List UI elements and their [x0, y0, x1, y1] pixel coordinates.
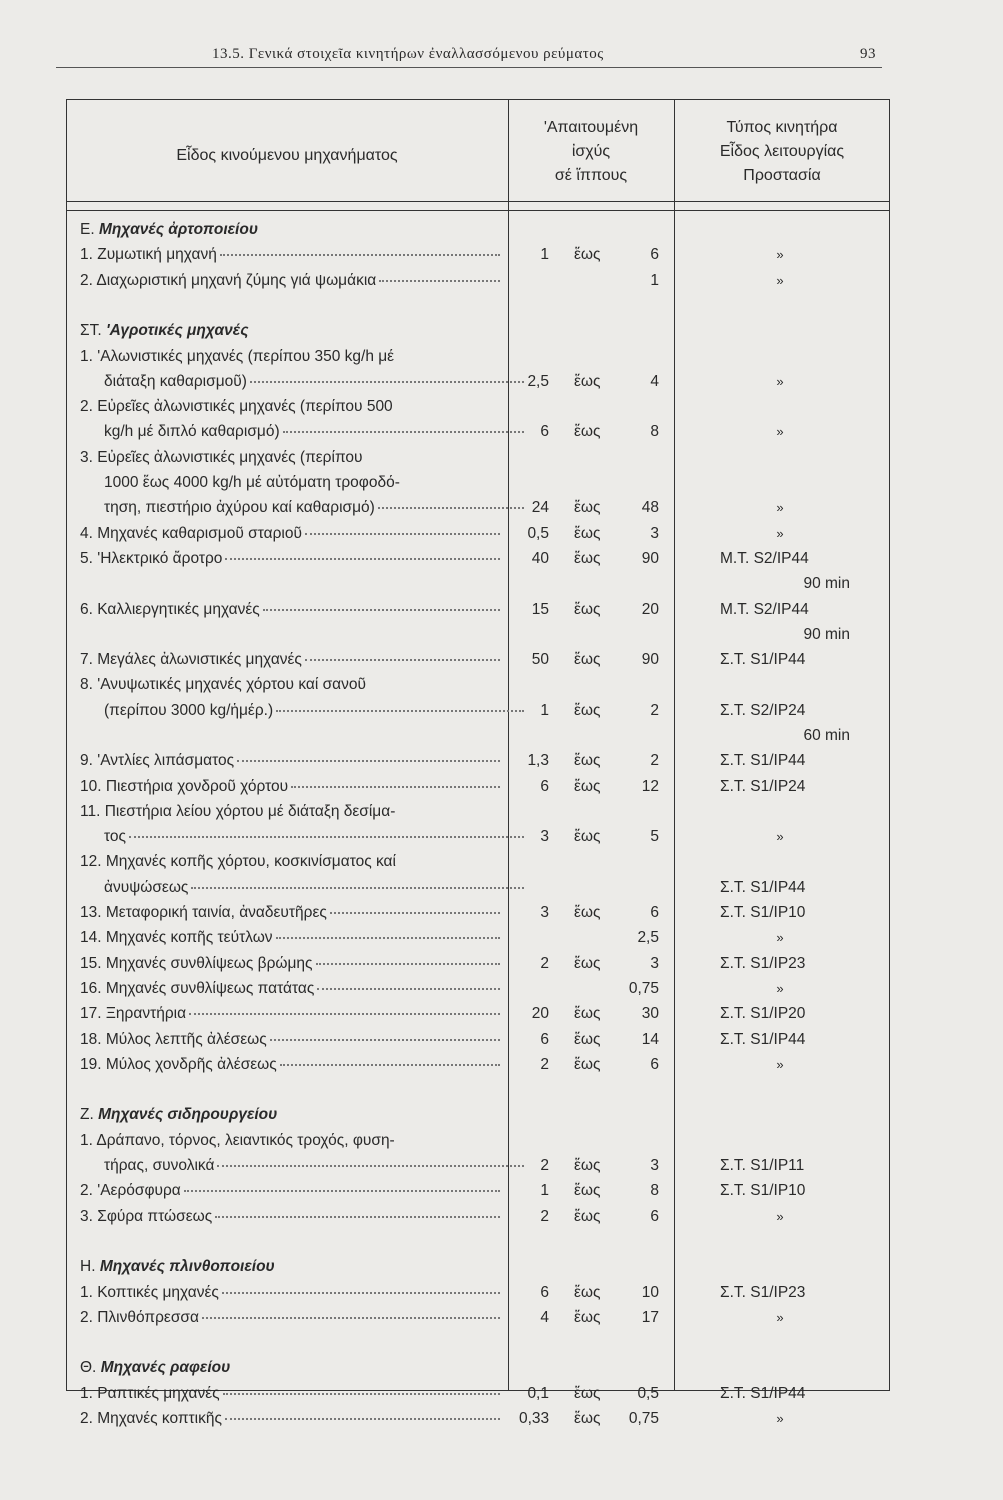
motor-type: Σ.Τ. S1/IP44	[720, 651, 806, 668]
table-row	[0, 521, 1003, 546]
section-letter: Ζ.	[80, 1106, 94, 1123]
table-row	[0, 1153, 1003, 1178]
dot-leader	[237, 748, 500, 762]
item-description: 1. Δράπανο, τόρνος, λειαντικός τροχός, φυση-	[80, 1132, 395, 1149]
power-to-word: ἕως	[574, 1056, 601, 1073]
table-row	[0, 849, 1003, 874]
section-row	[0, 1102, 1003, 1127]
dot-leader	[225, 1406, 500, 1420]
table-row	[0, 723, 1003, 748]
table-row	[0, 951, 1003, 976]
item-label: 6. Καλλιεργητικές μηχανές	[80, 601, 260, 618]
duty-duration: 60 min	[803, 727, 850, 744]
power-to-word: ἕως	[574, 702, 601, 719]
ditto-mark: »	[776, 930, 784, 945]
item-description	[80, 546, 500, 571]
item-label: kg/h μέ διπλό καθαρισμό)	[104, 423, 280, 440]
power-from: 50	[531, 651, 549, 668]
power-from: 6	[540, 778, 549, 795]
item-label: 17. Ξηραντήρια	[80, 1005, 187, 1022]
item-description	[104, 419, 524, 444]
dot-leader	[222, 1280, 500, 1294]
power-to-word: ἕως	[574, 1309, 601, 1326]
motor-type: Σ.Τ. S1/IP20	[720, 1005, 806, 1022]
running-head-title: 13.5. Γενικά στοιχεῖα κινητήρων ἐναλλασσόμενου ρεύματος	[212, 46, 604, 62]
item-description	[80, 1204, 500, 1229]
running-head	[0, 44, 1003, 68]
motor-type: Σ.Τ. S1/IP44	[720, 752, 806, 769]
item-description	[80, 925, 500, 950]
power-to: 12	[641, 778, 659, 795]
table-row	[0, 900, 1003, 925]
section-name: 'Αγροτικές μηχανές	[105, 322, 249, 339]
power-to-word: ἕως	[574, 1005, 601, 1022]
power-to-word: ἕως	[574, 904, 601, 921]
power-to: 10	[641, 1284, 659, 1301]
power-from: 15	[531, 601, 549, 618]
dot-leader	[317, 976, 500, 990]
table-row	[0, 1381, 1003, 1406]
item-description	[104, 824, 524, 849]
dot-leader	[378, 495, 524, 509]
table-row	[0, 925, 1003, 950]
item-label: τήρας, συνολικά	[104, 1157, 215, 1174]
item-description	[80, 951, 500, 976]
table-row	[0, 445, 1003, 470]
table-row	[0, 1001, 1003, 1026]
dot-leader	[291, 774, 500, 788]
motor-type: Μ.Τ. S2/IP44	[720, 601, 809, 618]
header-col3-line: Εἶδος λειτουργίας	[719, 143, 845, 160]
table-row	[0, 875, 1003, 900]
ditto-mark: »	[776, 247, 784, 262]
item-label: 2. Μηχανές κοπτικῆς	[80, 1410, 222, 1427]
section-letter: Θ.	[80, 1359, 97, 1376]
power-from: 2,5	[527, 373, 549, 390]
power-from: 1	[540, 702, 549, 719]
item-description	[80, 1027, 500, 1052]
dot-leader	[189, 1001, 500, 1015]
ditto-mark: »	[776, 526, 784, 541]
item-description	[104, 369, 524, 394]
header-rule	[56, 67, 882, 68]
motor-type: Σ.Τ. S1/IP23	[720, 1284, 806, 1301]
dot-leader	[250, 369, 524, 383]
section-row	[0, 1254, 1003, 1279]
power-to: 4	[650, 373, 659, 390]
dot-leader	[184, 1178, 500, 1192]
dot-leader	[215, 1204, 500, 1218]
dot-leader	[263, 597, 500, 611]
item-label: 1. Ραπτικές μηχανές	[80, 1385, 220, 1402]
item-description: 8. 'Ανυψωτικές μηχανές χόρτου καί σανοῦ	[80, 676, 366, 693]
table-row	[0, 571, 1003, 596]
power-from: 20	[531, 1005, 549, 1022]
ditto-mark: »	[776, 500, 784, 515]
ditto-mark: »	[776, 1411, 784, 1426]
section-name: Μηχανές πλινθοποιείου	[99, 1258, 275, 1275]
item-description	[80, 1305, 500, 1330]
power-to-word: ἕως	[574, 499, 601, 516]
item-label: τος	[104, 828, 126, 845]
power-to-word: ἕως	[574, 778, 601, 795]
table-row	[0, 546, 1003, 571]
spacer-row	[0, 293, 1003, 318]
power-to: 90	[641, 550, 659, 567]
power-to-word: ἕως	[574, 423, 601, 440]
power-from: 3	[540, 904, 549, 921]
power-to: 6	[650, 1056, 659, 1073]
power-to: 2	[650, 702, 659, 719]
item-label: 10. Πιεστήρια χονδροῦ χόρτου	[80, 778, 289, 795]
power-to: 30	[641, 1005, 659, 1022]
table-row	[0, 748, 1003, 773]
power-to: 5	[650, 828, 659, 845]
power-to-word: ἕως	[574, 246, 601, 263]
header-divider-secondary	[66, 210, 890, 211]
item-description	[80, 647, 500, 672]
power-to: 6	[650, 904, 659, 921]
ditto-mark: »	[776, 273, 784, 288]
section-title	[80, 318, 500, 343]
motor-type: Σ.Τ. S1/IP44	[720, 879, 806, 896]
item-description	[80, 774, 500, 799]
table-row	[0, 495, 1003, 520]
item-label: 2. Πλινθόπρεσσα	[80, 1309, 199, 1326]
section-title	[80, 1254, 500, 1279]
item-description	[104, 495, 524, 520]
power-to: 90	[641, 651, 659, 668]
motor-type: Σ.Τ. S1/IP44	[720, 1031, 806, 1048]
power-to-word: ἕως	[574, 601, 601, 618]
table-row	[0, 976, 1003, 1001]
page-number: 93	[860, 46, 876, 62]
duty-duration: 90 min	[803, 626, 850, 643]
section-letter: ΣΤ.	[80, 322, 102, 339]
table-row	[0, 774, 1003, 799]
dot-leader	[220, 242, 500, 256]
item-description	[80, 597, 500, 622]
item-description	[80, 242, 500, 267]
dot-leader	[305, 521, 500, 535]
dot-leader	[202, 1305, 500, 1319]
table-row	[0, 1280, 1003, 1305]
item-description	[104, 698, 524, 723]
ditto-mark: »	[776, 1057, 784, 1072]
item-description	[80, 1178, 500, 1203]
power-to-word: ἕως	[574, 1208, 601, 1225]
dot-leader	[316, 951, 500, 965]
power-from: 0,1	[527, 1385, 549, 1402]
item-label: 4. Μηχανές καθαρισμοῦ σταριοῦ	[80, 525, 302, 542]
table-row	[0, 824, 1003, 849]
power-to: 8	[650, 1182, 659, 1199]
item-label: τηση, πιεστήριο ἀχύρου καί καθαρισμό)	[104, 499, 375, 516]
power-to: 1	[650, 272, 659, 289]
table-row	[0, 470, 1003, 495]
power-to: 17	[641, 1309, 659, 1326]
ditto-mark: »	[776, 424, 784, 439]
item-label: 2. Διαχωριστική μηχανή ζύμης γιά ψωμάκια	[80, 272, 377, 289]
power-to: 6	[650, 1208, 659, 1225]
power-to-word: ἕως	[574, 1157, 601, 1174]
ditto-mark: »	[776, 829, 784, 844]
header-col2-line: 'Απαιτουμένη	[543, 119, 639, 136]
power-from: 0,33	[519, 1410, 550, 1427]
section-name: Μηχανές ραφείου	[100, 1359, 231, 1376]
power-to-word: ἕως	[574, 828, 601, 845]
motor-type: Μ.Τ. S2/IP44	[720, 550, 809, 567]
item-description	[104, 1153, 524, 1178]
power-to: 20	[641, 601, 659, 618]
item-description	[80, 1406, 500, 1431]
motor-type: Σ.Τ. S1/IP10	[720, 904, 806, 921]
section-title	[80, 1355, 500, 1380]
dot-leader	[191, 875, 524, 889]
power-to-word: ἕως	[574, 955, 601, 972]
power-from: 3	[540, 828, 549, 845]
power-to-word: ἕως	[574, 525, 601, 542]
motor-type: Σ.Τ. S1/IP24	[720, 778, 806, 795]
section-letter: Ε.	[80, 221, 95, 238]
power-to-word: ἕως	[574, 651, 601, 668]
power-to: 2	[650, 752, 659, 769]
header-col2-line: σέ ἵππους	[554, 167, 628, 184]
section-name: Μηχανές ἀρτοποιείου	[98, 221, 258, 238]
spacer-row	[0, 1330, 1003, 1355]
power-to-word: ἕως	[574, 1385, 601, 1402]
table-row	[0, 1128, 1003, 1153]
section-title	[80, 217, 500, 242]
power-to: 3	[650, 1157, 659, 1174]
table-row	[0, 1204, 1003, 1229]
power-to: 0,75	[628, 980, 659, 997]
power-from: 0,5	[527, 525, 549, 542]
dot-leader	[276, 925, 500, 939]
power-to: 14	[641, 1031, 659, 1048]
item-label: 3. Σφύρα πτώσεως	[80, 1208, 213, 1225]
dot-leader	[270, 1027, 500, 1041]
item-description	[80, 1052, 500, 1077]
duty-duration: 90 min	[803, 575, 850, 592]
item-label: 1. Ζυμωτική μηχανή	[80, 246, 217, 263]
item-description: 3. Εὐρεῖες ἀλωνιστικές μηχανές (περίπου	[80, 449, 363, 466]
item-label: 7. Μεγάλες ἀλωνιστικές μηχανές	[80, 651, 302, 668]
power-from: 2	[540, 1208, 549, 1225]
item-label: 1. Κοπτικές μηχανές	[80, 1284, 219, 1301]
motor-type: Σ.Τ. S1/IP44	[720, 1385, 806, 1402]
header-col2-line: ἰσχύς	[571, 143, 611, 160]
motor-type: Σ.Τ. S2/IP24	[720, 702, 806, 719]
table-row	[0, 647, 1003, 672]
table-row	[0, 1027, 1003, 1052]
table-row	[0, 242, 1003, 267]
power-from: 24	[531, 499, 549, 516]
header-col3-line: Τύπος κινητήρα	[726, 119, 838, 136]
section-row	[0, 217, 1003, 242]
dot-leader	[379, 268, 500, 282]
power-to: 0,5	[637, 1385, 659, 1402]
motor-type: Σ.Τ. S1/IP10	[720, 1182, 806, 1199]
power-to-word: ἕως	[574, 373, 601, 390]
dot-leader	[276, 698, 524, 712]
dot-leader	[330, 900, 500, 914]
table-row	[0, 419, 1003, 444]
item-description: 11. Πιεστήρια λείου χόρτου μέ διάταξη δεσίμα-	[80, 803, 396, 820]
section-row	[0, 1355, 1003, 1380]
item-label: διάταξη καθαρισμοῦ)	[104, 373, 247, 390]
power-from: 6	[540, 1284, 549, 1301]
power-to: 6	[650, 246, 659, 263]
table-row	[0, 672, 1003, 697]
item-label: 9. 'Αντλίες λιπάσματος	[80, 752, 235, 769]
power-to: 8	[650, 423, 659, 440]
item-label: 13. Μεταφορική ταινία, ἀναδευτῆρες	[80, 904, 327, 921]
power-from: 2	[540, 1157, 549, 1174]
power-to: 3	[650, 955, 659, 972]
item-label: (περίπου 3000 kg/ἡμέρ.)	[104, 702, 274, 719]
table-row	[0, 799, 1003, 824]
item-description: 1000 ἕως 4000 kg/h μέ αὐτόματη τροφοδό-	[104, 474, 400, 491]
power-from: 6	[540, 1031, 549, 1048]
ditto-mark: »	[776, 981, 784, 996]
table-row	[0, 1052, 1003, 1077]
power-to-word: ἕως	[574, 1182, 601, 1199]
header-required-power	[508, 116, 674, 188]
header-col1-text: Εἶδος κινούμενου μηχανήματος	[176, 147, 398, 164]
item-description	[104, 875, 524, 900]
item-description	[80, 976, 500, 1001]
power-from: 1,3	[527, 752, 549, 769]
item-description: 12. Μηχανές κοπῆς χόρτου, κοσκινίσματος καί	[80, 853, 396, 870]
dot-leader	[217, 1153, 524, 1167]
item-description	[80, 1381, 500, 1406]
item-description: 2. Εὐρεῖες ἀλωνιστικές μηχανές (περίπου 500	[80, 398, 393, 415]
header-col3-line: Προστασία	[743, 167, 821, 184]
dot-leader	[225, 546, 500, 560]
item-description	[80, 1001, 500, 1026]
dot-leader	[129, 824, 524, 838]
table-row	[0, 597, 1003, 622]
table-row	[0, 1178, 1003, 1203]
item-description	[80, 900, 500, 925]
table-row	[0, 344, 1003, 369]
header-motor-type	[674, 116, 890, 188]
section-row	[0, 318, 1003, 343]
item-description	[80, 268, 500, 293]
spacer-row	[0, 1077, 1003, 1102]
power-to-word: ἕως	[574, 1031, 601, 1048]
motor-type: Σ.Τ. S1/IP23	[720, 955, 806, 972]
header-machine-type	[66, 144, 508, 168]
ditto-mark: »	[776, 374, 784, 389]
power-from: 6	[540, 423, 549, 440]
power-to-word: ἕως	[574, 1284, 601, 1301]
table-row	[0, 1305, 1003, 1330]
power-from: 1	[540, 246, 549, 263]
section-letter: Η.	[80, 1258, 96, 1275]
power-from: 2	[540, 955, 549, 972]
table-row	[0, 698, 1003, 723]
power-from: 40	[531, 550, 549, 567]
table-row	[0, 369, 1003, 394]
section-title	[80, 1102, 500, 1127]
spacer-row	[0, 1229, 1003, 1254]
item-description	[80, 521, 500, 546]
power-to-word: ἕως	[574, 1410, 601, 1427]
power-from: 1	[540, 1182, 549, 1199]
power-to-word: ἕως	[574, 550, 601, 567]
power-from: 2	[540, 1056, 549, 1073]
table-row	[0, 268, 1003, 293]
item-label: 15. Μηχανές συνθλίψεως βρώμης	[80, 955, 313, 972]
ditto-mark: »	[776, 1310, 784, 1325]
power-from: 4	[540, 1309, 549, 1326]
dot-leader	[305, 647, 500, 661]
power-to: 0,75	[628, 1410, 659, 1427]
item-label: 2. 'Αερόσφυρα	[80, 1182, 181, 1199]
section-name: Μηχανές σιδηρουργείου	[98, 1106, 278, 1123]
item-label: 14. Μηχανές κοπῆς τεύτλων	[80, 929, 273, 946]
motor-type: Σ.Τ. S1/IP11	[720, 1157, 805, 1174]
table-row	[0, 622, 1003, 647]
item-description: 1. 'Αλωνιστικές μηχανές (περίπου 350 kg/h μέ	[80, 348, 395, 365]
table-row	[0, 1406, 1003, 1431]
ditto-mark: »	[776, 1209, 784, 1224]
power-to: 48	[641, 499, 659, 516]
table-row	[0, 394, 1003, 419]
power-to: 2,5	[637, 929, 659, 946]
dot-leader	[283, 419, 524, 433]
item-label: 18. Μύλος λεπτῆς ἀλέσεως	[80, 1031, 267, 1048]
power-to: 3	[650, 525, 659, 542]
item-description	[80, 748, 500, 773]
item-label: 19. Μύλος χονδρῆς ἀλέσεως	[80, 1056, 277, 1073]
item-label: 5. 'Ηλεκτρικό ἄροτρο	[80, 550, 223, 567]
item-label: ἀνυψώσεως	[104, 879, 189, 896]
item-description	[80, 1280, 500, 1305]
power-to-word: ἕως	[574, 752, 601, 769]
item-label: 16. Μηχανές συνθλίψεως πατάτας	[80, 980, 315, 997]
dot-leader	[223, 1381, 500, 1395]
dot-leader	[280, 1052, 500, 1066]
header-divider	[66, 201, 890, 202]
